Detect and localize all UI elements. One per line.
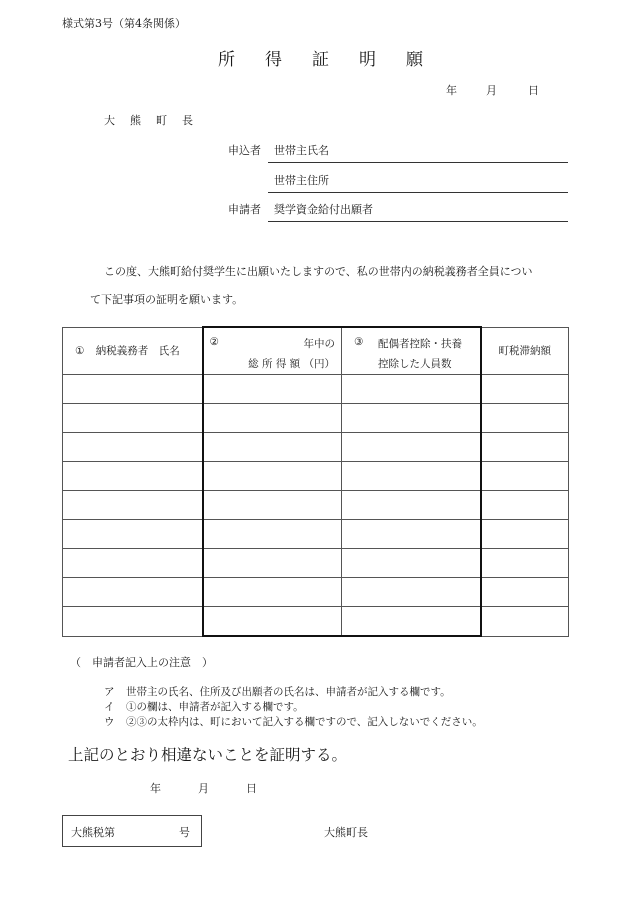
date-year: 年: [446, 84, 457, 97]
cell-taxpayer[interactable]: [63, 375, 203, 404]
cell-delinquent[interactable]: [481, 578, 569, 607]
mayor-signature: 大熊町長: [324, 826, 368, 839]
table-row: [63, 375, 569, 404]
cell-delinquent[interactable]: [481, 520, 569, 549]
income-table: [62, 326, 569, 637]
note-mark-a: ア: [104, 686, 115, 698]
date-day: 日: [528, 84, 539, 97]
cell-income[interactable]: [203, 491, 342, 520]
cell-delinquent[interactable]: [481, 375, 569, 404]
note-text-i: ①の欄は、申請者が記入する欄です。: [126, 701, 304, 713]
cert-date-day: 日: [246, 782, 257, 795]
label-request: 申請者: [228, 203, 261, 216]
header-income-num: ②: [209, 336, 219, 348]
head-name-label: 世帯主氏名: [274, 144, 329, 157]
cell-delinquent[interactable]: [481, 404, 569, 433]
table-row: [63, 491, 569, 520]
cell-deduction[interactable]: [342, 404, 481, 433]
cell-deduction[interactable]: [342, 520, 481, 549]
table-row: [63, 549, 569, 578]
note-mark-u: ウ: [104, 716, 115, 728]
tax-number-suffix: 号: [179, 826, 190, 839]
header-taxpayer-label: 納税義務者 氏名: [95, 345, 180, 358]
body-line-2: て下記事項の証明を願います。: [90, 293, 244, 306]
cell-income[interactable]: [203, 578, 342, 607]
cell-taxpayer[interactable]: [63, 462, 203, 491]
cell-deduction[interactable]: [342, 578, 481, 607]
certify-text: 上記のとおり相違ないことを証明する。: [68, 746, 348, 764]
cell-income[interactable]: [203, 375, 342, 404]
header-delinquent: [481, 327, 569, 375]
table-row: [63, 520, 569, 549]
cell-income[interactable]: [203, 607, 342, 637]
scholar-name-field[interactable]: [268, 221, 568, 222]
notes-heading: （ 申請者記入上の注意 ）: [70, 656, 213, 669]
addressee: 大 熊 町 長: [104, 114, 195, 127]
tax-number-box[interactable]: [62, 815, 202, 847]
cell-taxpayer[interactable]: [63, 404, 203, 433]
cell-deduction[interactable]: [342, 491, 481, 520]
header-deduction: [342, 327, 481, 375]
scholar-name-label: 奨学資金給付出願者: [274, 203, 373, 216]
form-number: 様式第3号（第4条関係）: [62, 17, 186, 30]
cell-taxpayer[interactable]: [63, 578, 203, 607]
cell-income[interactable]: [203, 433, 342, 462]
cert-date-month: 月: [198, 782, 209, 795]
header-income: [203, 327, 342, 375]
cell-delinquent[interactable]: [481, 433, 569, 462]
head-address-label: 世帯主住所: [274, 174, 329, 187]
note-text-a: 世帯主の氏名、住所及び出願者の氏名は、申請者が記入する欄です。: [126, 686, 451, 698]
cell-income[interactable]: [203, 520, 342, 549]
cell-deduction[interactable]: [342, 607, 481, 637]
cell-income[interactable]: [203, 549, 342, 578]
header-income-bottom: 総 所 得 額 （円）: [248, 358, 335, 370]
table-row: [63, 462, 569, 491]
cell-taxpayer[interactable]: [63, 491, 203, 520]
cell-delinquent[interactable]: [481, 491, 569, 520]
cell-taxpayer[interactable]: [63, 607, 203, 637]
cell-deduction[interactable]: [342, 462, 481, 491]
header-deduction-top: 配偶者控除・扶養: [378, 338, 462, 350]
head-name-field[interactable]: [268, 162, 568, 163]
label-apply: 申込者: [228, 144, 261, 157]
table-row: [63, 578, 569, 607]
note-mark-i: イ: [104, 701, 115, 713]
cell-delinquent[interactable]: [481, 462, 569, 491]
cell-deduction[interactable]: [342, 375, 481, 404]
cert-date-year: 年: [150, 782, 161, 795]
head-address-field[interactable]: [268, 192, 568, 193]
cell-income[interactable]: [203, 404, 342, 433]
body-line-1: この度、大熊町給付奨学生に出願いたしますので、私の世帯内の納税義務者全員につい: [104, 265, 533, 278]
note-text-u: ②③の太枠内は、町において記入する欄ですので、記入しないでください。: [126, 716, 483, 728]
cell-delinquent[interactable]: [481, 549, 569, 578]
header-taxpayer-num: ①: [75, 345, 85, 358]
page-title: 所得証明願: [218, 50, 453, 70]
cell-taxpayer[interactable]: [63, 520, 203, 549]
cell-taxpayer[interactable]: [63, 549, 203, 578]
cell-income[interactable]: [203, 462, 342, 491]
header-income-top: 年中の: [303, 338, 335, 350]
header-taxpayer: [63, 327, 203, 375]
table-row: [63, 433, 569, 462]
cell-deduction[interactable]: [342, 549, 481, 578]
tax-number-prefix: 大熊税第: [71, 826, 115, 839]
table-row: [63, 607, 569, 637]
date-month: 月: [486, 84, 497, 97]
table-row: [63, 404, 569, 433]
table-header-row: [63, 327, 569, 375]
cell-taxpayer[interactable]: [63, 433, 203, 462]
header-delinquent-label: 町税滞納額: [498, 345, 551, 358]
cell-deduction[interactable]: [342, 433, 481, 462]
header-deduction-num: ③: [354, 336, 364, 348]
header-deduction-bottom: 控除した人員数: [378, 358, 452, 370]
cell-delinquent[interactable]: [481, 607, 569, 637]
